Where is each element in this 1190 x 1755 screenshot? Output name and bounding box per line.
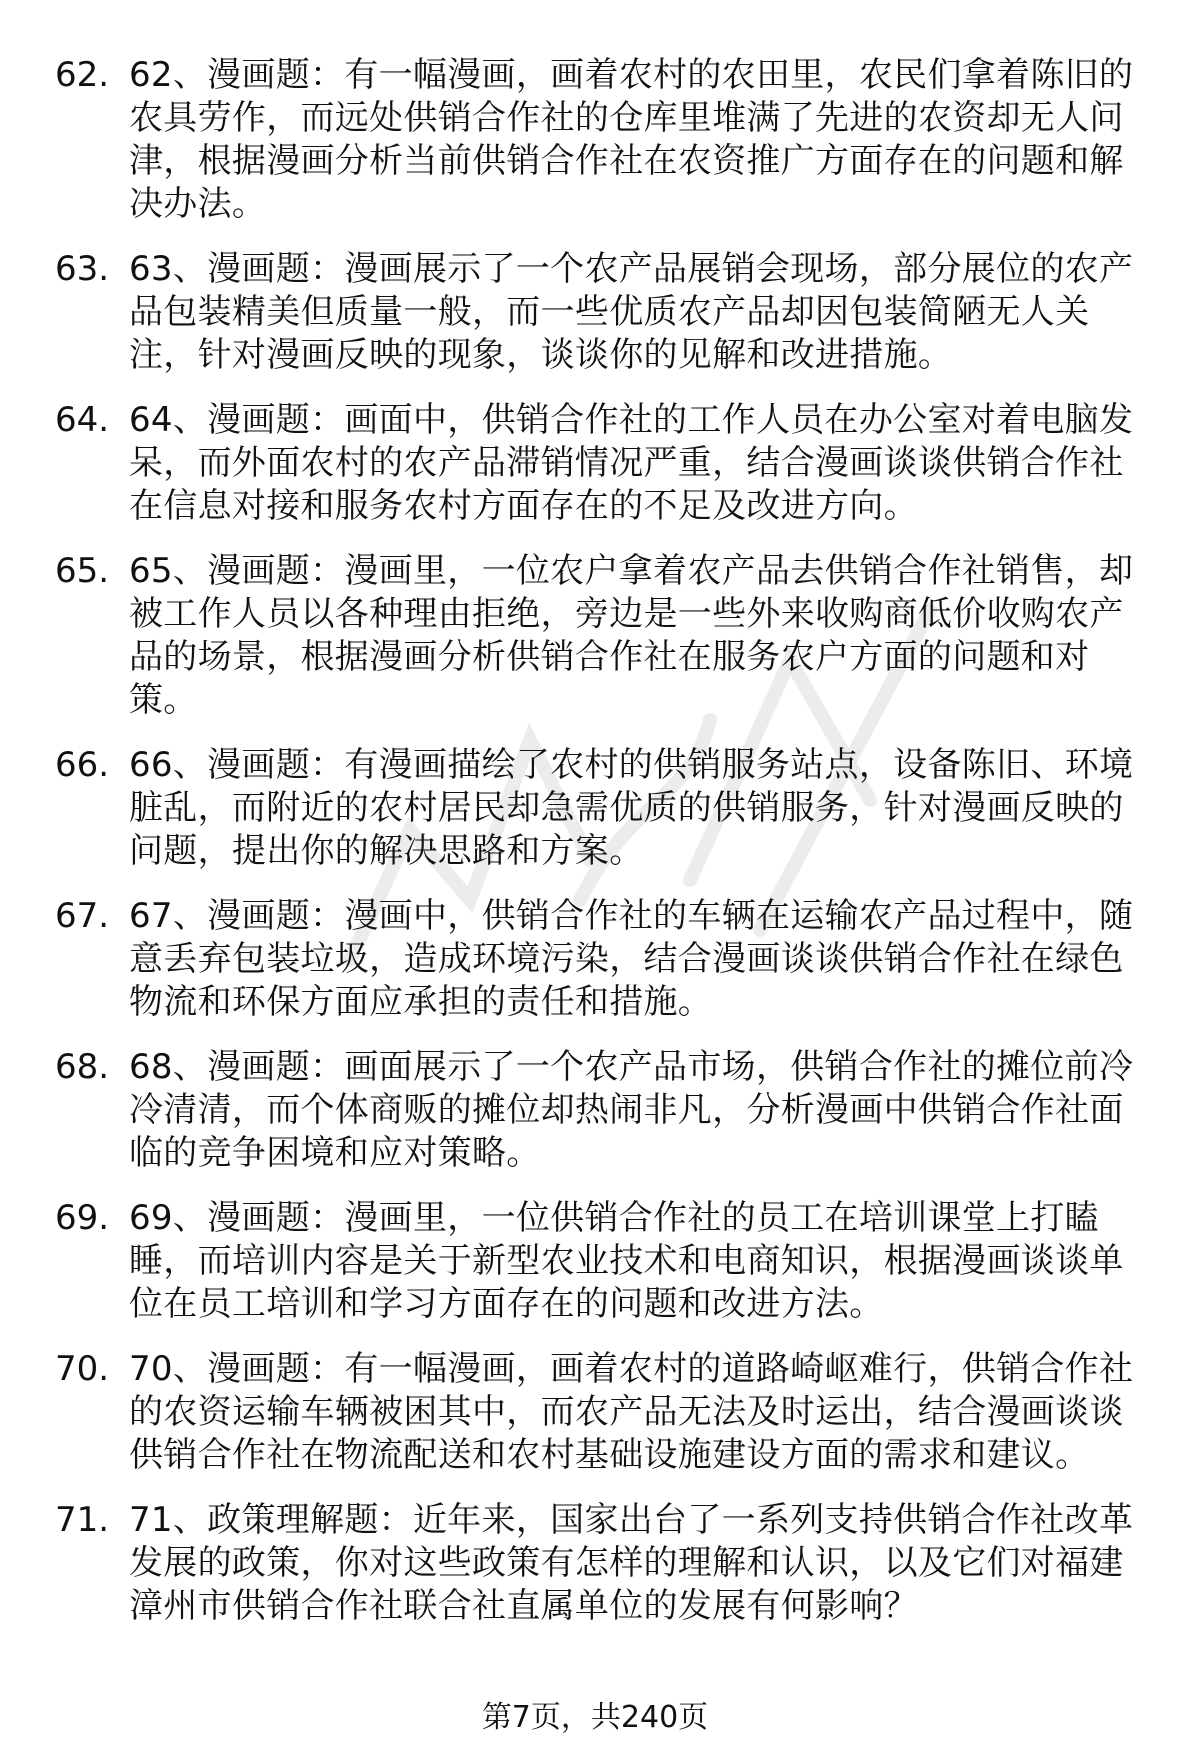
question-text: 71、政策理解题：近年来，国家出台了一系列支持供销合作社改革发展的政策，你对这些政策有怎样的理解和认识，以及它们对福建漳州市供销合作社联合社直属单位的发展有何影响？ <box>129 1500 1134 1626</box>
question-number: 64. <box>55 400 110 440</box>
question-number: 63. <box>55 249 110 289</box>
question-text: 65、漫画题：漫画里，一位农户拿着农产品去供销合作社销售，却被工作人员以各种理由拒绝，旁边是一些外来收购商低价收购农产品的场景，根据漫画分析供销合作社在服务农户方面的问题和对策。 <box>129 551 1134 720</box>
question-text: 67、漫画题：漫画中，供销合作社的车辆在运输农产品过程中，随意丢弃包装垃圾，造成环境污染，结合漫画谈谈供销合作社在绿色物流和环保方面应承担的责任和措施。 <box>129 896 1134 1022</box>
question-number: 69. <box>55 1198 110 1238</box>
question-item <box>55 248 1145 377</box>
question-number: 67. <box>55 896 110 936</box>
question-item <box>55 1046 1145 1175</box>
question-number: 70. <box>55 1349 110 1389</box>
question-number: 68. <box>55 1047 110 1087</box>
question-number: 71. <box>55 1500 110 1540</box>
question-number: 62. <box>55 55 110 95</box>
question-text: 66、漫画题：有漫画描绘了农村的供销服务站点，设备陈旧、环境脏乱，而附近的农村居民却急需优质的供销服务，针对漫画反映的问题，提出你的解决思路和方案。 <box>129 745 1134 871</box>
question-text: 64、漫画题：画面中，供销合作社的工作人员在办公室对着电脑发呆，而外面农村的农产品滞销情况严重，结合漫画谈谈供销合作社在信息对接和服务农村方面存在的不足及改进方向。 <box>129 400 1134 526</box>
question-item <box>55 54 1145 226</box>
question-text: 69、漫画题：漫画里，一位供销合作社的员工在培训课堂上打瞌睡，而培训内容是关于新型农业技术和电商知识，根据漫画谈谈单位在员工培训和学习方面存在的问题和改进方法。 <box>129 1198 1124 1324</box>
question-item <box>55 895 1145 1024</box>
question-item <box>55 399 1145 528</box>
question-number: 66. <box>55 745 110 785</box>
question-number: 65. <box>55 551 110 591</box>
question-list <box>55 54 1145 1650</box>
question-item <box>55 744 1145 873</box>
question-item <box>55 550 1145 722</box>
question-item <box>55 1499 1145 1628</box>
question-text: 62、漫画题：有一幅漫画，画着农村的农田里，农民们拿着陈旧的农具劳作，而远处供销合作社的仓库里堆满了先进的农资却无人问津，根据漫画分析当前供销合作社在农资推广方面存在的问题和解决办法。 <box>129 55 1134 224</box>
page-number: 第7页，共240页 <box>481 1700 709 1735</box>
question-item <box>55 1197 1145 1326</box>
question-text: 70、漫画题：有一幅漫画，画着农村的道路崎岖难行，供销合作社的农资运输车辆被困其中，而农产品无法及时运出，结合漫画谈谈供销合作社在物流配送和农村基础设施建设方面的需求和建议。 <box>129 1349 1134 1475</box>
question-text: 68、漫画题：画面展示了一个农产品市场，供销合作社的摊位前冷冷清清，而个体商贩的摊位却热闹非凡，分析漫画中供销合作社面临的竞争困境和应对策略。 <box>129 1047 1134 1173</box>
question-item <box>55 1348 1145 1477</box>
question-text: 63、漫画题：漫画展示了一个农产品展销会现场，部分展位的农产品包装精美但质量一般，而一些优质农产品却因包装简陋无人关注，针对漫画反映的现象，谈谈你的见解和改进措施。 <box>129 249 1134 375</box>
